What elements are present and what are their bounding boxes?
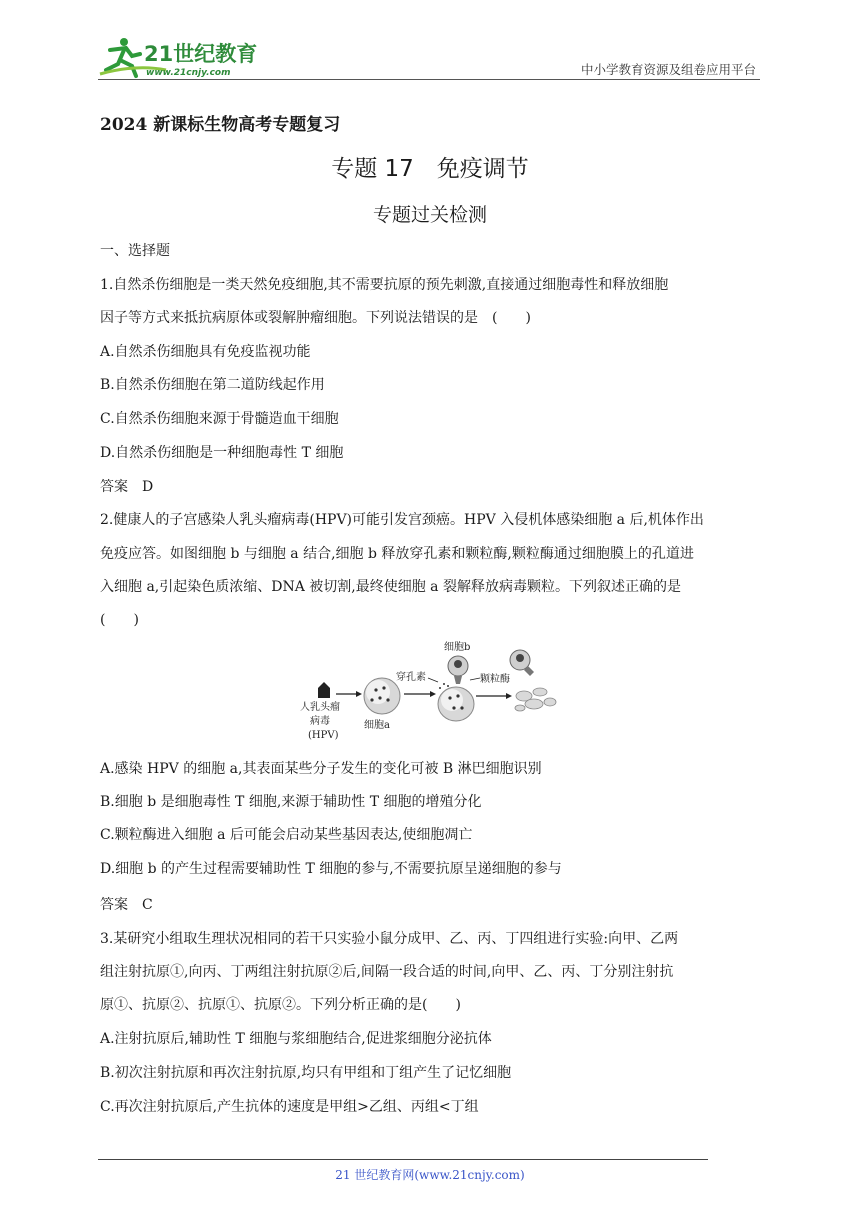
cell-b-detached-icon xyxy=(510,650,534,676)
q3-stem-line-1: 3.某研究小组取生理状况相同的若干只实验小鼠分成甲、乙、丙、丁四组进行实验:向甲、乙两 xyxy=(100,931,679,947)
svg-text:颗粒酶: 颗粒酶 xyxy=(480,674,510,685)
q2-stem-line-1: 2.健康人的子宫感染人乳头瘤病毒(HPV)可能引发宫颈癌。HPV 入侵机体感染细胞 a 后,机体作出 xyxy=(100,512,704,528)
site-logo xyxy=(96,34,261,80)
q3-stem-line-3: 原①、抗原②、抗原①、抗原②。下列分析正确的是( ) xyxy=(100,997,461,1013)
q2-stem-line-3: 入细胞 a,引起染色质浓缩、DNA 被切割,最终使细胞 a 裂解释放病毒颗粒。下列叙述正确的是 xyxy=(100,579,681,595)
q2-stem-line-4: ( ) xyxy=(100,612,139,628)
q2-option-c: C.颗粒酶进入细胞 a 后可能会启动某些基因表达,使细胞凋亡 xyxy=(100,827,473,843)
svg-text:细胞a: 细胞a xyxy=(364,720,390,731)
svg-text:病毒: 病毒 xyxy=(310,716,330,727)
header-divider xyxy=(98,79,760,80)
q1-stem-line-1: 1.自然杀伤细胞是一类天然免疫细胞,其不需要抗原的预先刺激,直接通过细胞毒性和释放细胞 xyxy=(100,277,669,293)
page-title: 专题 17 免疫调节 xyxy=(331,156,529,182)
q3-stem-line-2: 组注射抗原①,向丙、丁两组注射抗原②后,间隔一段合适的时间,向甲、乙、丙、丁分别注射抗 xyxy=(100,964,674,980)
hpv-virus-icon xyxy=(318,682,330,698)
q3-option-c: C.再次注射抗原后,产生抗体的速度是甲组>乙组、丙组<丁组 xyxy=(100,1099,479,1115)
cell-a-attacked-icon xyxy=(438,687,474,721)
svg-text:人乳头瘤: 人乳头瘤 xyxy=(300,702,340,713)
lysed-cell-fragments-icon xyxy=(515,688,556,711)
header-platform-text: 中小学教育资源及组卷应用平台 xyxy=(580,62,756,77)
q1-option-a: A.自然杀伤细胞具有免疫监视功能 xyxy=(100,344,311,360)
q1-stem-line-2: 因子等方式来抵抗病原体或裂解肿瘤细胞。下列说法错误的是 ( ) xyxy=(100,310,531,326)
section-heading: 一、选择题 xyxy=(100,243,170,259)
cell-b-icon xyxy=(448,656,468,684)
q3-option-a: A.注射抗原后,辅助性 T 细胞与浆细胞结合,促进浆细胞分泌抗体 xyxy=(100,1031,492,1047)
q2-option-a: A.感染 HPV 的细胞 a,其表面某些分子发生的变化可被 B 淋巴细胞识别 xyxy=(100,761,542,777)
svg-text:21世纪教育: 21世纪教育 xyxy=(144,42,258,66)
q2-option-d: D.细胞 b 的产生过程需要辅助性 T 细胞的参与,不需要抗原呈递细胞的参与 xyxy=(100,861,562,877)
q3-option-b: B.初次注射抗原和再次注射抗原,均只有甲组和丁组产生了记忆细胞 xyxy=(100,1065,512,1081)
q1-answer: 答案 D xyxy=(100,479,154,495)
page-subtitle: 专题过关检测 xyxy=(372,204,487,226)
series-title: 2024 新课标生物高考专题复习 xyxy=(100,115,341,135)
footer-divider xyxy=(98,1159,708,1160)
q1-option-c: C.自然杀伤细胞来源于骨髓造血干细胞 xyxy=(100,411,339,427)
svg-text:细胞b: 细胞b xyxy=(444,642,471,653)
q2-stem-line-2: 免疫应答。如图细胞 b 与细胞 a 结合,细胞 b 释放穿孔素和颗粒酶,颗粒酶通过细胞膜上的孔道进 xyxy=(100,546,694,562)
q1-option-d: D.自然杀伤细胞是一种细胞毒性 T 细胞 xyxy=(100,445,344,461)
footer-link[interactable]: 21 世纪教育网(www.21cnjy.com) xyxy=(335,1168,525,1182)
hpv-cell-figure xyxy=(296,638,566,750)
q2-answer: 答案 C xyxy=(100,897,153,913)
q1-option-b: B.自然杀伤细胞在第二道防线起作用 xyxy=(100,377,325,393)
svg-text:www.21cnjy.com: www.21cnjy.com xyxy=(146,68,231,78)
q2-option-b: B.细胞 b 是细胞毒性 T 细胞,来源于辅助性 T 细胞的增殖分化 xyxy=(100,794,482,810)
svg-text:穿孔素: 穿孔素 xyxy=(396,672,426,683)
svg-text:(HPV): (HPV) xyxy=(308,730,339,741)
cell-a-icon xyxy=(364,678,400,714)
